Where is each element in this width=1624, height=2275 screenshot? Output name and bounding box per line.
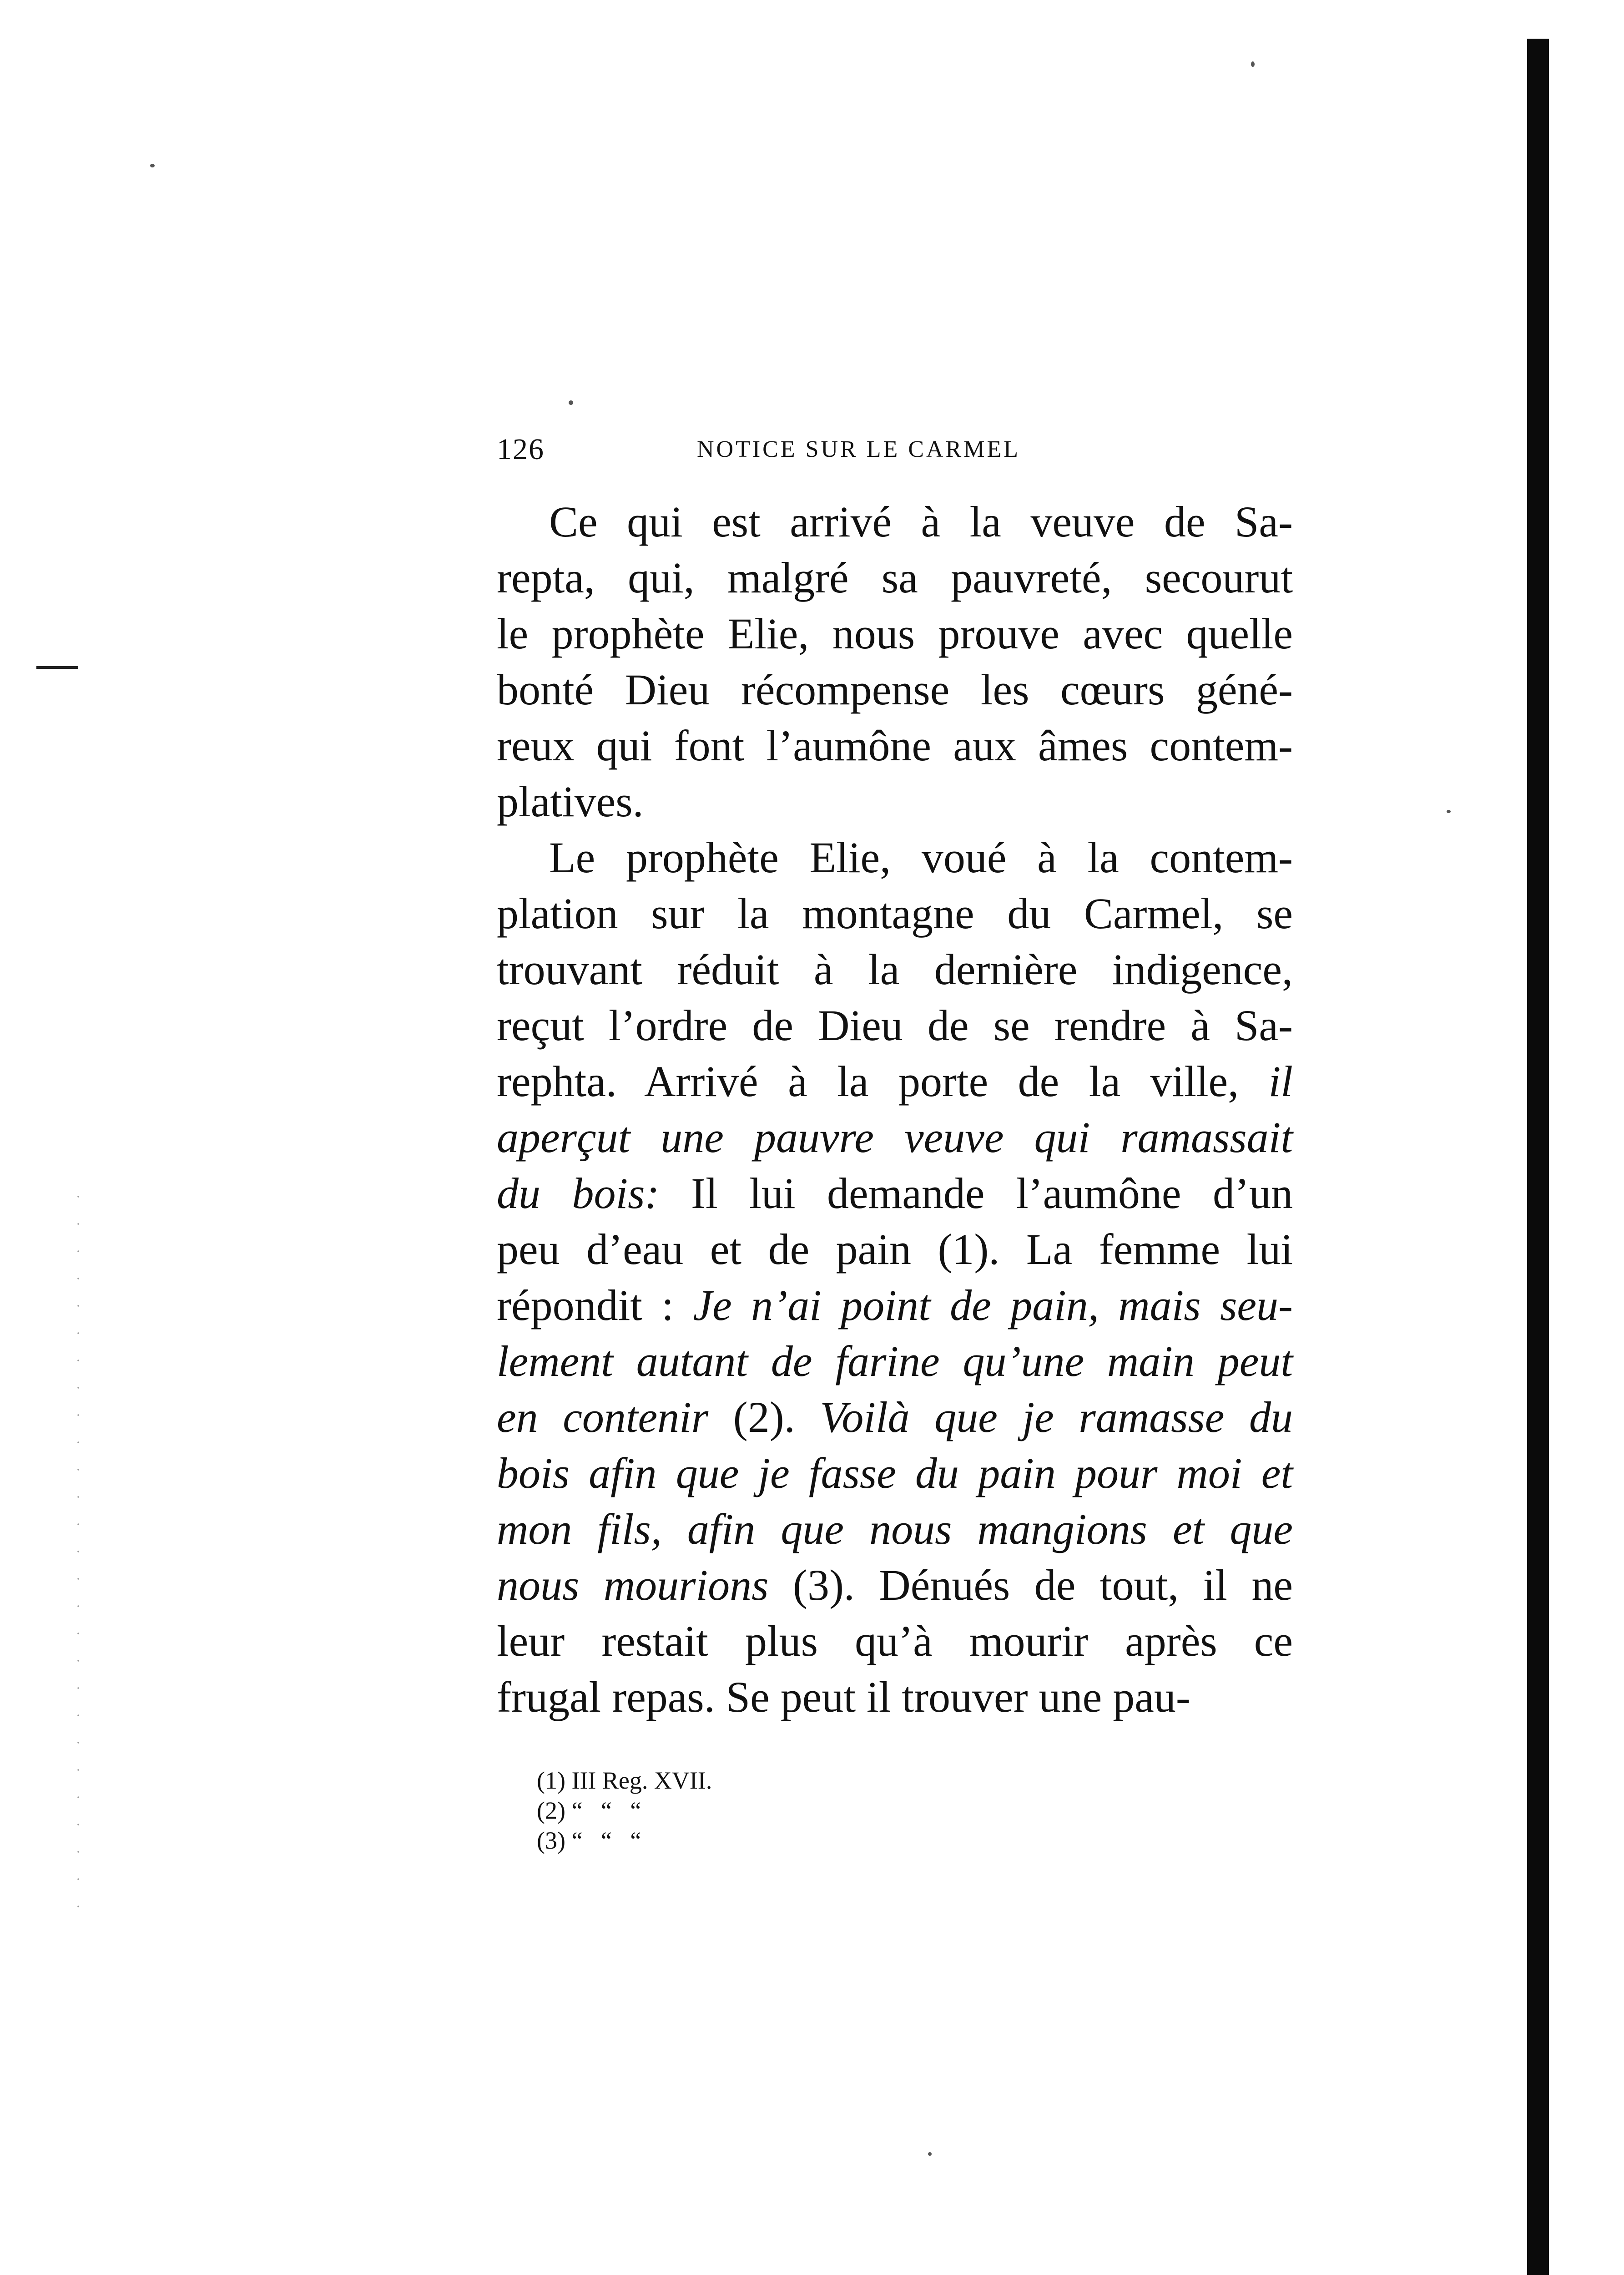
text-line [497, 1445, 1293, 1501]
text-line [497, 718, 1293, 774]
italic-text-segment: du bois: [497, 1169, 660, 1218]
text-segment: frugal repas. Se peut il trouver une pau- [497, 1673, 1190, 1721]
text-line [497, 1389, 1293, 1445]
text-segment: bonté Dieu récompense les cœurs géné- [497, 665, 1293, 714]
text-line [497, 997, 1293, 1053]
footnotes [537, 1765, 855, 1855]
text-segment: plation sur la montagne du Carmel, se [497, 889, 1293, 938]
text-segment: Ce qui est arrivé à la veuve de Sa- [549, 497, 1293, 546]
running-header [497, 432, 1293, 473]
ink-speck [569, 400, 573, 405]
text-segment: reux qui font l’aumône aux âmes contem- [497, 721, 1293, 770]
text-line [497, 1165, 1293, 1221]
text-segment: leur restait plus qu’à mourir après ce [497, 1617, 1293, 1665]
italic-text-segment: Je n’ai point de pain, mais seu- [693, 1281, 1293, 1330]
text-line [497, 941, 1293, 997]
text-segment: répondit : [497, 1281, 693, 1330]
running-title: NOTICE SUR LE CARMEL [697, 436, 1020, 462]
text-line [497, 1109, 1293, 1165]
text-segment: rephta. Arrivé à la porte de la ville, [497, 1057, 1269, 1106]
italic-text-segment: lement autant de farine qu’une main peut [497, 1337, 1293, 1385]
text-line [497, 1557, 1293, 1613]
text-line [497, 494, 1293, 550]
italic-text-segment: en contenir [497, 1393, 709, 1441]
text-segment: Il lui demande l’aumône d’un [659, 1169, 1293, 1218]
ink-speck [1447, 810, 1451, 813]
text-line [497, 1613, 1293, 1669]
italic-text-segment: bois afin que je fasse du pain pour moi et [497, 1449, 1293, 1497]
scan-edge-shadow [1527, 39, 1549, 2275]
text-segment: Le prophète Elie, voué à la contem- [549, 833, 1293, 882]
text-segment: (2). [708, 1393, 820, 1441]
text-segment: trouvant réduit à la dernière indigence, [497, 945, 1293, 994]
gutter-dots [77, 1183, 79, 1911]
text-segment: (3). Dénués de tout, il ne [768, 1561, 1293, 1609]
text-segment: le prophète Elie, nous prouve avec quelle [497, 609, 1293, 658]
text-segment: repta, qui, malgré sa pauvreté, secourut [497, 553, 1293, 602]
text-line [497, 1669, 1293, 1725]
footnote: (1) III Reg. XVII. [537, 1767, 712, 1794]
text-segment: reçut l’ordre de Dieu de se rendre à Sa- [497, 1001, 1293, 1050]
text-segment: peu d’eau et de pain (1). La femme lui [497, 1225, 1293, 1274]
page-number: 126 [497, 433, 545, 466]
body-text [497, 494, 1293, 1725]
text-line [497, 662, 1293, 718]
text-line [497, 1333, 1293, 1389]
margin-mark [36, 666, 78, 669]
italic-text-segment: nous mourions [497, 1561, 769, 1609]
italic-text-segment: il [1268, 1057, 1293, 1106]
italic-text-segment: Voilà que je ramasse du [820, 1393, 1293, 1441]
text-line [497, 829, 1293, 885]
ink-speck [1251, 61, 1255, 67]
text-line [497, 1221, 1293, 1277]
text-line [497, 885, 1293, 941]
text-line [497, 1501, 1293, 1557]
text-line [497, 1053, 1293, 1109]
ink-speck [928, 2152, 932, 2156]
text-line [497, 550, 1293, 606]
ink-speck [150, 164, 155, 167]
italic-text-segment: aperçut une pauvre veuve qui ramassait [497, 1113, 1293, 1162]
text-line [497, 774, 1293, 829]
text-line [497, 606, 1293, 662]
text-line [497, 1277, 1293, 1333]
footnote: (3) “ “ “ [537, 1827, 641, 1854]
italic-text-segment: mon fils, afin que nous mangions et que [497, 1505, 1293, 1553]
footnote: (2) “ “ “ [537, 1797, 641, 1824]
text-segment: platives. [497, 777, 644, 826]
